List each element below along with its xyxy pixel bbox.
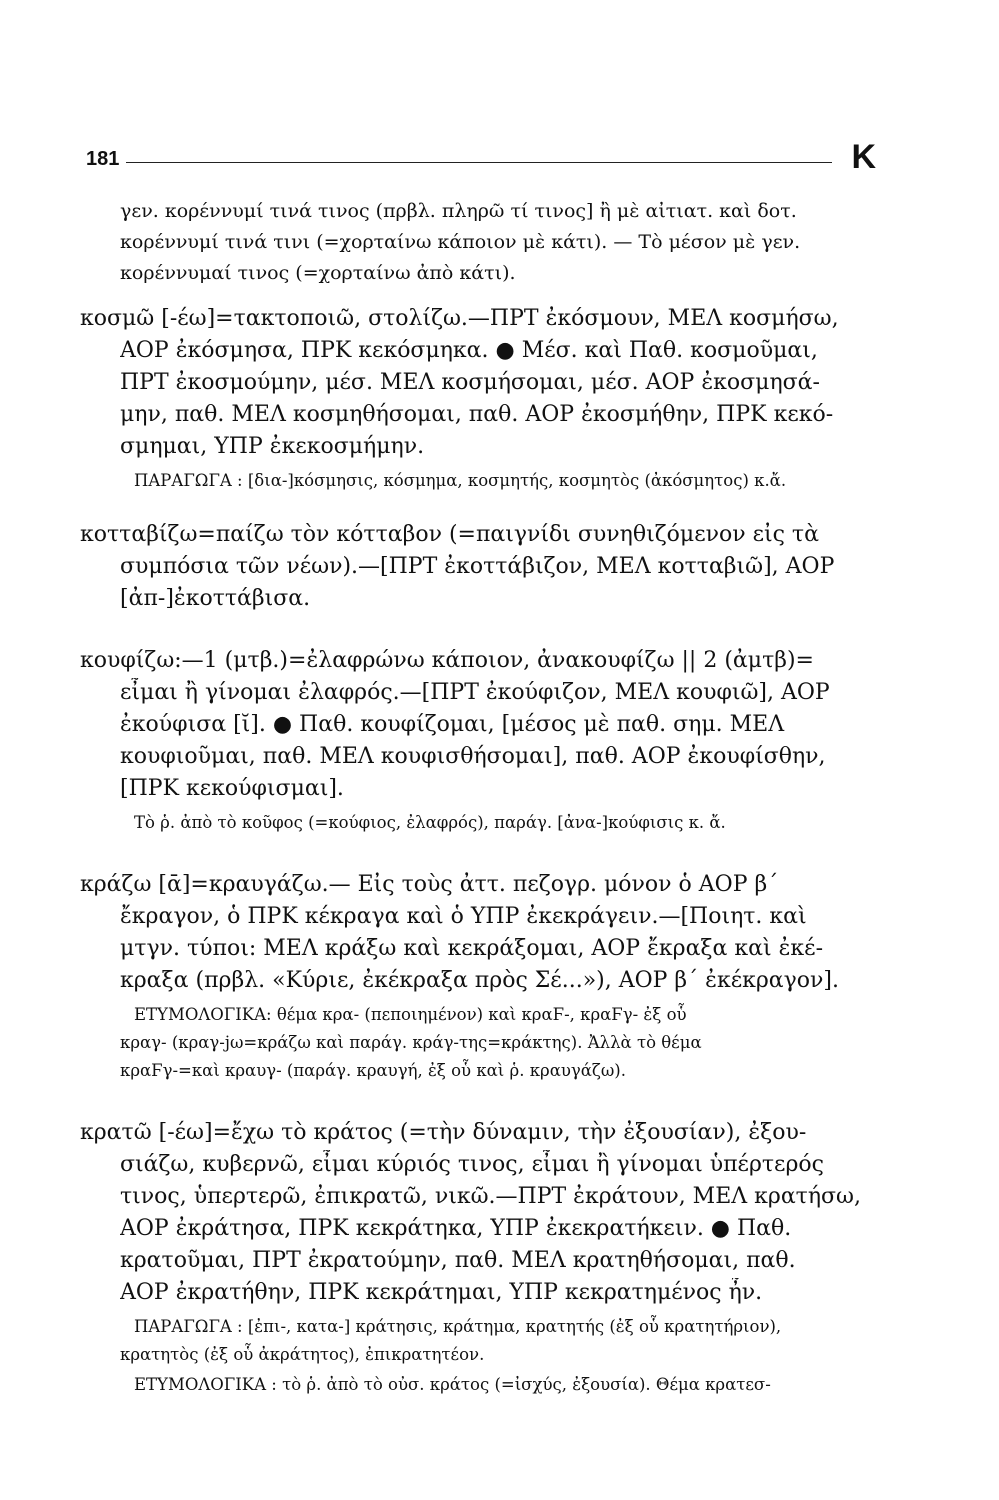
note-line: ΠΑΡΑΓΩΓΑ : [δια-]κόσμησις, κόσμημα, κοσμητής, κοσμητὸς (ἀκόσμητος) κ.ἄ. <box>134 471 787 490</box>
entry-headline: κοσμῶ [-έω]=τακτοποιῶ, στολίζω.—ΠΡΤ ἐκόσμουν, ΜΕΛ κοσμήσω, <box>80 306 839 331</box>
note-line: ΕΤΥΜΟΛΟΓΙΚΑ : τὸ ῥ. ἀπὸ τὸ οὐσ. κράτος (=ἰσχύς, ἐξουσία). Θέμα κρατεσ- <box>134 1375 771 1394</box>
note-line: κραϜγ-=καὶ κραυγ- (παράγ. κραυγή, ἐξ οὗ καὶ ῥ. κραυγάζω). <box>120 1061 626 1080</box>
text-line: ἐκούφισα [ῐ]. ● Παθ. κουφίζομαι, [μέσος μὲ παθ. σημ. ΜΕΛ <box>120 712 785 737</box>
text-line: κορέννυμαί τινος (=χορταίνω ἀπὸ κάτι). <box>120 262 516 284</box>
text-line: ΠΡΤ ἐκοσμούμην, μέσ. ΜΕΛ κοσμήσομαι, μέσ. ΑΟΡ ἐκοσμησά- <box>120 370 820 395</box>
note-line: κρατητὸς (ἐξ οὗ ἀκράτητος), ἐπικρατητέον. <box>120 1345 485 1364</box>
text-line: κορέννυμί τινά τινι (=χορταίνω κάποιον μὲ κάτι). — Τὸ μέσον μὲ γεν. <box>120 231 801 253</box>
text-line: ΑΟΡ ἐκόσμησα, ΠΡΚ κεκόσμηκα. ● Μέσ. καὶ Παθ. κοσμοῦμαι, <box>120 338 818 363</box>
text-line: εἶμαι ἢ γίνομαι ἐλαφρός.—[ΠΡΤ ἐκούφιζον, ΜΕΛ κουφιῶ], ΑΟΡ <box>120 680 830 705</box>
entry-headline: κρατῶ [-έω]=ἔχω τὸ κράτος (=τὴν δύναμιν, τὴν ἐξουσίαν), ἐξου- <box>80 1120 807 1145</box>
note-line: ΕΤΥΜΟΛΟΓΙΚΑ: θέμα κρα- (πεποιημένον) καὶ κραϜ-, κραϜγ- ἐξ οὗ <box>134 1005 687 1024</box>
text-line: σμημαι, ΥΠΡ ἐκεκοσμήμην. <box>120 434 425 459</box>
entry-headline: κουφίζω:—1 (μτβ.)=ἐλαφρώνω κάποιον, ἀνακουφίζω || 2 (ἀμτβ)= <box>80 648 814 673</box>
text-line: τινος, ὑπερτερῶ, ἐπικρατῶ, νικῶ.—ΠΡΤ ἐκράτουν, ΜΕΛ κρατήσω, <box>120 1184 861 1209</box>
section-letter: Κ <box>851 138 876 176</box>
text-line: συμπόσια τῶν νέων).—[ΠΡΤ ἐκοττάβιζον, ΜΕΛ κοτταβιῶ], ΑΟΡ <box>120 554 835 579</box>
note-line: κραγ- (κραγ-jω=κράζω καὶ παράγ. κράγ-της=κράκτης). Ἀλλὰ τὸ θέμα <box>120 1033 702 1052</box>
text-line: [ΠΡΚ κεκούφισμαι]. <box>120 776 344 801</box>
text-line: [ἀπ-]ἐκοττάβισα. <box>120 586 311 611</box>
header-rule <box>126 162 832 163</box>
text-line: ΑΟΡ ἐκρατήθην, ΠΡΚ κεκράτημαι, ΥΠΡ κεκρατημένος ἦν. <box>120 1280 763 1305</box>
text-line: σιάζω, κυβερνῶ, εἶμαι κύριός τινος, εἶμαι ἢ γίνομαι ὑπέρτερός <box>120 1152 824 1177</box>
text-line: κουφιοῦμαι, παθ. ΜΕΛ κουφισθήσομαι], παθ. ΑΟΡ ἐκουφίσθην, <box>120 744 826 769</box>
text-line: κραξα (πρβλ. «Κύριε, ἐκέκραξα πρὸς Σέ...»), ΑΟΡ β΄ ἐκέκραγον]. <box>120 968 839 993</box>
note-line: ΠΑΡΑΓΩΓΑ : [ἐπι-, κατα-] κράτησις, κράτημα, κρατητής (ἐξ οὗ κρατητήριον), <box>134 1317 782 1336</box>
entry-headline: κράζω [ᾱ]=κραυγάζω.— Εἰς τοὺς ἀττ. πεζογρ. μόνον ὁ ΑΟΡ β΄ <box>80 872 779 897</box>
text-line: ἔκραγον, ὁ ΠΡΚ κέκραγα καὶ ὁ ΥΠΡ ἐκεκράγειν.—[Ποιητ. καὶ <box>120 904 807 929</box>
entry-headline: κοτταβίζω=παίζω τὸν κότταβον (=παιγνίδι συνηθιζόμενον εἰς τὰ <box>80 522 819 547</box>
page-number: 181 <box>86 148 120 170</box>
text-line: μτγν. τύποι: ΜΕΛ κράξω καὶ κεκράξομαι, ΑΟΡ ἔκραξα καὶ ἐκέ- <box>120 936 824 961</box>
text-line: κρατοῦμαι, ΠΡΤ ἐκρατούμην, παθ. ΜΕΛ κρατηθήσομαι, παθ. <box>120 1248 796 1273</box>
text-line: μην, παθ. ΜΕΛ κοσμηθήσομαι, παθ. ΑΟΡ ἐκοσμήθην, ΠΡΚ κεκό- <box>120 402 834 427</box>
text-line: γεν. κορέννυμί τινά τινος (πρβλ. πληρῶ τί τινος] ἢ μὲ αἰτιατ. καὶ δοτ. <box>120 200 797 222</box>
note-line: Τὸ ῥ. ἀπὸ τὸ κοῦφος (=κούφιος, ἐλαφρός), παράγ. [ἀνα-]κούφισις κ. ἄ. <box>134 813 726 832</box>
text-line: ΑΟΡ ἐκράτησα, ΠΡΚ κεκράτηκα, ΥΠΡ ἐκεκρατήκειν. ● Παθ. <box>120 1216 792 1241</box>
running-head <box>86 140 876 180</box>
